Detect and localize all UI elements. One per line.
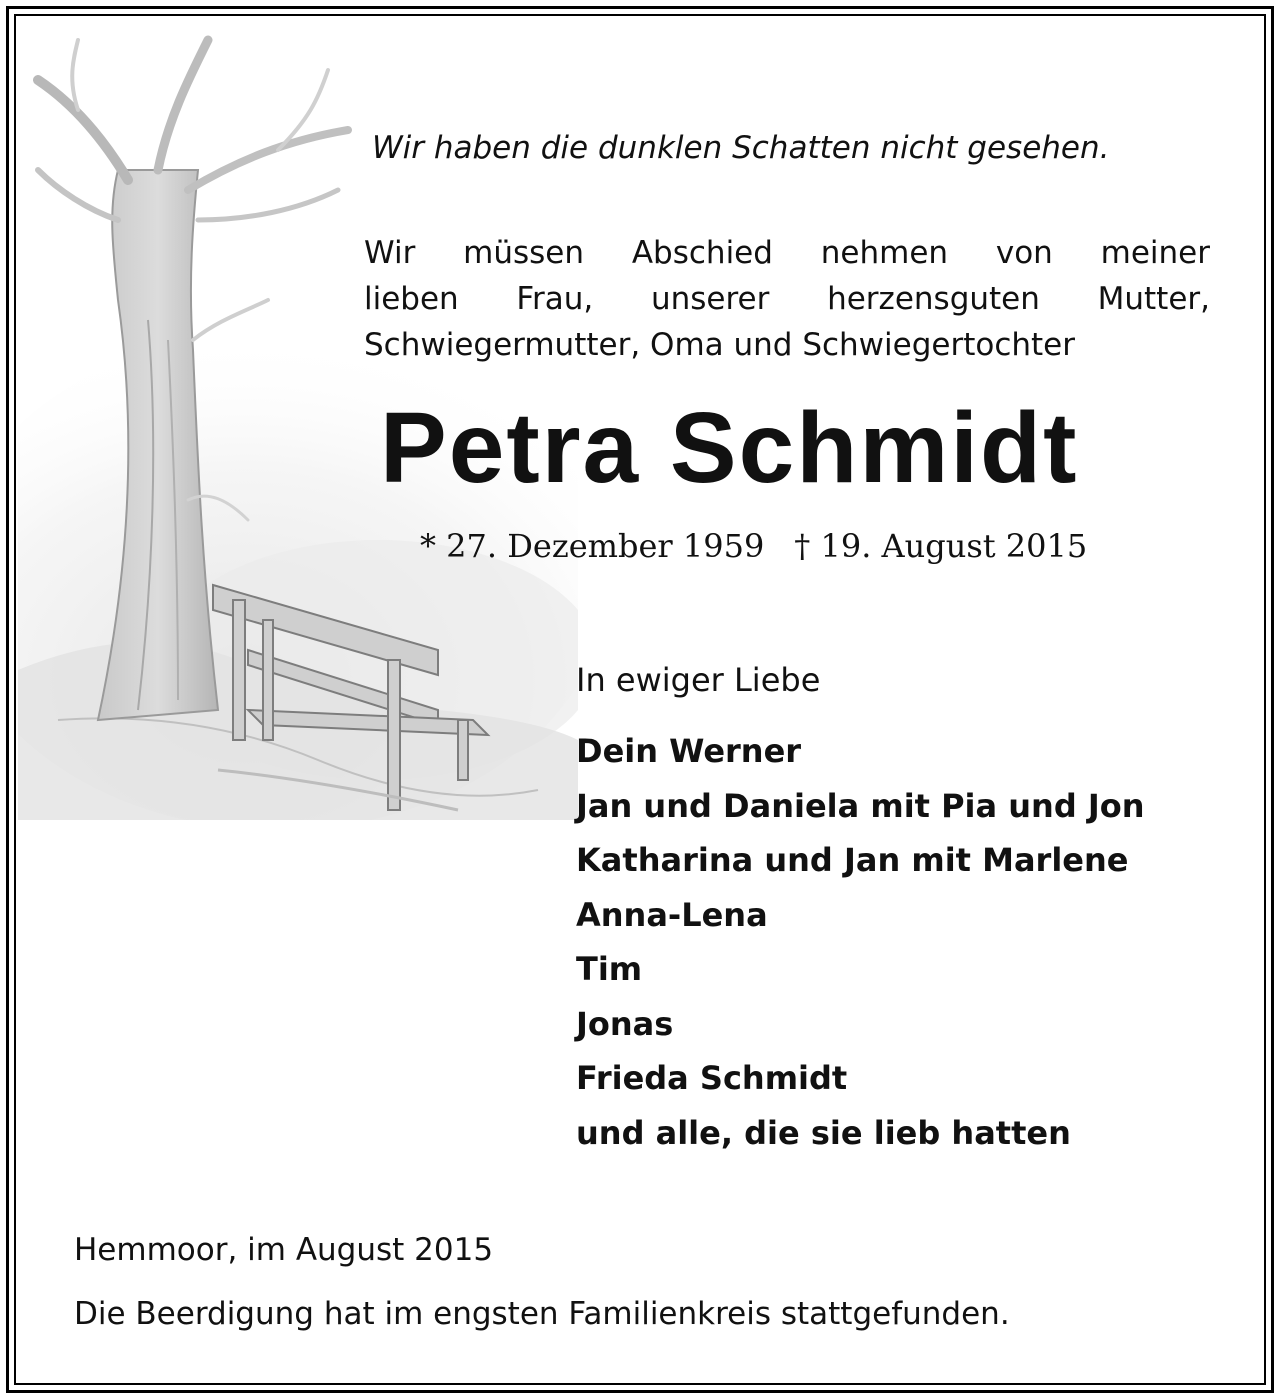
opening-quote: Wir haben die dunklen Schatten nicht gesehen. bbox=[372, 130, 1110, 166]
mourner: Tim bbox=[576, 950, 643, 988]
intro-line: Schwiegermutter, Oma und Schwiegertochter bbox=[364, 327, 1076, 363]
life-dates bbox=[420, 522, 1180, 570]
place-and-date: Hemmoor, im August 2015 bbox=[74, 1232, 494, 1268]
mourner: Jan und Daniela mit Pia und Jon bbox=[576, 786, 1145, 825]
farewell-intro bbox=[364, 230, 1210, 368]
birth-date: * 27. Dezember 1959 bbox=[420, 527, 765, 565]
eternal-love-line: In ewiger Liebe bbox=[576, 661, 821, 699]
intro-line: lieben Frau, unserer herzensguten Mutter, bbox=[364, 281, 1210, 317]
burial-note: Die Beerdigung hat im engsten Familienkreis stattgefunden. bbox=[74, 1296, 1010, 1332]
mourner: Anna-Lena bbox=[576, 895, 768, 934]
intro-line: Wir müssen Abschied nehmen von meiner bbox=[364, 235, 1210, 271]
mourners-list bbox=[576, 724, 1145, 1160]
mourner: Jonas bbox=[576, 1004, 674, 1043]
death-date: † 19. August 2015 bbox=[794, 527, 1088, 565]
mourner: und alle, die sie lieb hatten bbox=[576, 1113, 1071, 1152]
mourner: Frieda Schmidt bbox=[576, 1059, 848, 1097]
mourner: Katharina und Jan mit Marlene bbox=[576, 841, 1129, 879]
deceased-name: Petra Schmidt bbox=[380, 392, 1079, 504]
mourner: Dein Werner bbox=[576, 732, 802, 770]
